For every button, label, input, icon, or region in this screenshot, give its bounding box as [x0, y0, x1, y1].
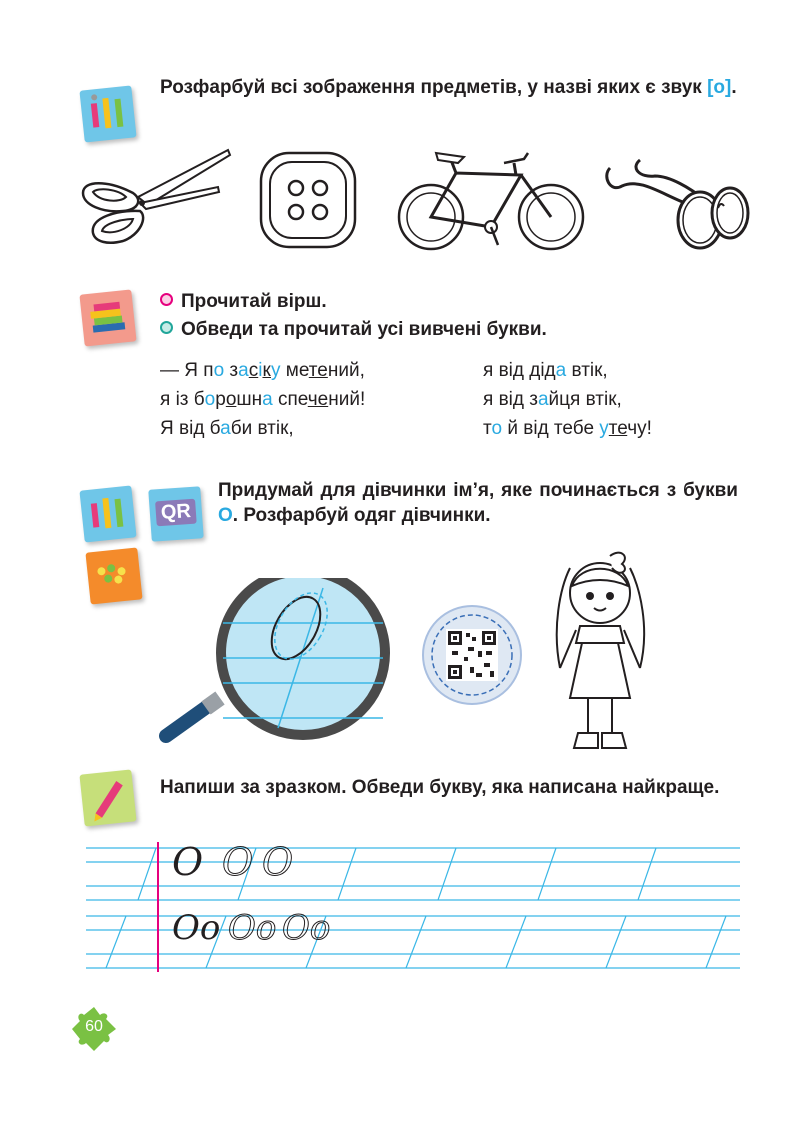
sample-letter-upper: О: [172, 840, 204, 884]
poem-segment: втік,: [566, 360, 608, 381]
poem-segment: р: [215, 389, 226, 410]
paint-brush-icon: [79, 485, 136, 542]
qr-code-circle[interactable]: [422, 605, 522, 705]
poem-segment: й від тебе: [502, 418, 600, 439]
poem-segment: о: [213, 360, 225, 381]
poem-line: [160, 385, 365, 414]
poem-segment: ний,: [327, 360, 365, 381]
poem-right-column: [483, 356, 652, 443]
poem-segment: йця втік,: [548, 389, 622, 410]
poem-segment: у: [271, 360, 281, 381]
button-icon: [258, 150, 358, 250]
poem-segment: а: [238, 360, 249, 381]
tracing-letter-upper-1[interactable]: О: [222, 840, 254, 884]
poem-segment: о: [204, 389, 216, 410]
glasses-icon: [600, 148, 752, 250]
poem-line: [483, 414, 652, 443]
magnifying-glass-icon: [158, 578, 408, 748]
task2-instructions: [160, 288, 547, 344]
poem-segment: спе: [272, 389, 308, 410]
pink-bullet-icon: [160, 293, 173, 306]
page-number: 60: [85, 1018, 103, 1035]
poem-segment: ний!: [328, 389, 366, 410]
writing-task-sticker: [79, 769, 136, 826]
qr-badge: QR: [155, 499, 197, 527]
poem-segment: с: [248, 360, 259, 381]
poem-segment: а: [220, 418, 231, 439]
poem-segment: т: [483, 418, 492, 439]
poem-segment: че: [307, 389, 329, 410]
coloring-task-sticker-2: [79, 485, 136, 542]
qr-task-sticker: [148, 486, 204, 542]
tracing-letter-pair-2[interactable]: Оо: [282, 908, 331, 948]
tracing-letter-pair-1[interactable]: Оо: [228, 908, 277, 948]
reading-task-sticker: [79, 289, 136, 346]
poem-segment: Я від б: [160, 418, 221, 439]
poem-segment: а: [537, 389, 549, 410]
bicycle-icon: [396, 145, 586, 253]
beads-icon: [85, 547, 142, 604]
task4-instruction: Напиши за зразком. Обведи букву, яка написана найкраще.: [160, 777, 720, 798]
poem-segment: шн: [236, 389, 263, 410]
poem-segment: а: [555, 360, 567, 381]
poem-segment: — Я п: [160, 360, 214, 381]
poem-line: [160, 356, 365, 385]
scissors-icon: [78, 145, 233, 250]
poem-segment: я від дід: [483, 360, 556, 381]
poem-segment: те: [608, 418, 628, 439]
poem-segment: я від з: [483, 389, 538, 410]
poem-segment: те: [308, 360, 328, 381]
poem-segment: ме: [280, 360, 309, 381]
poem-segment: о: [225, 389, 237, 410]
paint-brush-icon: [79, 85, 136, 142]
books-icon: [79, 289, 136, 346]
bullet-item-read: Прочитай вірш.: [160, 288, 547, 316]
qr-code-icon: [424, 607, 520, 703]
task3-instruction: Придумай для дівчинки ім’я, яке починається з букви О. Розфарбуй одяг дівчинки.: [218, 480, 738, 526]
coloring-task-sticker: [79, 85, 136, 142]
counting-task-sticker: [85, 547, 142, 604]
girl-illustration: [540, 548, 660, 758]
poem-segment: чу!: [627, 418, 652, 439]
sample-letter-pair: Оо: [172, 908, 221, 948]
bullet-item-trace: Обведи та прочитай усі вивчені букви.: [160, 316, 547, 344]
poem-segment: у: [599, 418, 609, 439]
poem-line: [160, 414, 365, 443]
poem-segment: о: [491, 418, 503, 439]
poem-segment: к: [262, 360, 271, 381]
poem-segment: а: [262, 389, 273, 410]
poem-segment: би втік,: [230, 418, 294, 439]
poem-line: [483, 385, 652, 414]
poem-segment: і: [258, 360, 263, 381]
poem-segment: я із б: [160, 389, 205, 410]
tracing-letter-upper-2[interactable]: О: [262, 840, 294, 884]
poem-line: [483, 356, 652, 385]
teal-bullet-icon: [160, 321, 173, 334]
poem-left-column: [160, 356, 365, 443]
task1-instruction: Розфарбуй всі зображення предметів, у назві яких є звук [о].: [160, 77, 737, 98]
poem-segment: з: [224, 360, 239, 381]
pencil-icon: [79, 769, 136, 826]
